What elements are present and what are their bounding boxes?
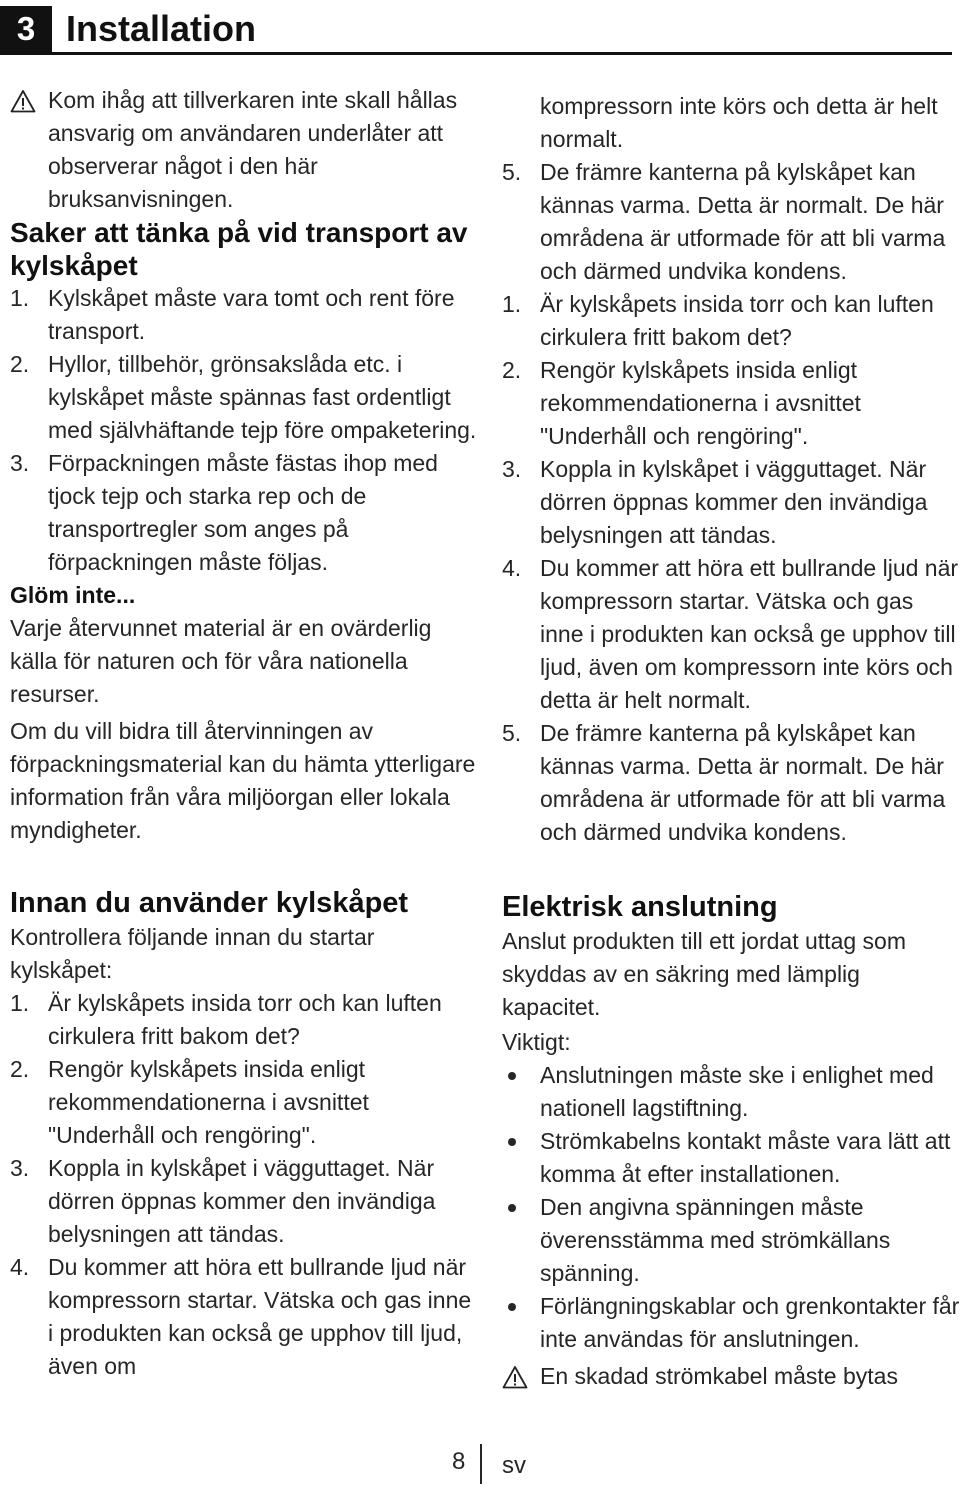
before-use-list: [10, 987, 478, 1383]
list-item: 2. Rengör kylskåpets insida enligt rekommendationerna i avsnittet "Underhåll och rengöring".: [502, 357, 861, 449]
bullet-icon: [508, 1072, 516, 1080]
left-column: [10, 84, 478, 1383]
electric-intro: Anslut produkten till ett jordat uttag som skyddas av en säkring med lämplig kapacitet.: [502, 928, 906, 1020]
manufacturer-warning: [10, 84, 478, 216]
warning-triangle-icon: [10, 89, 36, 113]
list-item: 5. De främre kanterna på kylskåpet kan kännas varma. Detta är normalt. De här områdena är utformade för att bli varma och därmed undvika kondens.: [502, 720, 946, 845]
list-item: Förlängningskablar och grenkontakter får inte användas för anslutningen.: [502, 1290, 960, 1356]
cable-warning: [502, 1360, 960, 1393]
list-item: Den angivna spänningen måste överensstämma med strömkällans spänning.: [502, 1191, 960, 1290]
list-item: 3. Koppla in kylskåpet i vägguttaget. När dörren öppnas kommer den invändiga belysningen att tändas.: [502, 456, 928, 548]
list-item: 1. Är kylskåpets insida torr och kan luften cirkulera fritt bakom det?: [502, 291, 934, 350]
electric-important-label: Viktigt:: [502, 1029, 571, 1055]
footer-divider: [480, 1444, 482, 1484]
list-item: 5. De främre kanterna på kylskåpet kan kännas varma. Detta är normalt. De här områdena är utformade för att bli varma och därmed undvika kondens.: [502, 159, 946, 284]
list-item: 2. Rengör kylskåpets insida enligt rekommendationerna i avsnittet "Underhåll och rengöring".: [10, 1056, 369, 1148]
continuation-text: kompressorn inte körs och detta är helt normalt.: [540, 93, 938, 152]
transport-heading: Saker att tänka på vid transport av kylskåpet: [10, 217, 468, 281]
page-number: 8: [452, 1448, 466, 1475]
language-code: sv: [502, 1452, 526, 1479]
before-use-intro: Kontrollera följande innan du startar kylskåpet:: [10, 924, 375, 983]
before-use-heading: Innan du använder kylskåpet: [10, 887, 409, 919]
list-item: 1. Är kylskåpets insida torr och kan luften cirkulera fritt bakom det?: [10, 990, 442, 1049]
list-item: 2. Hyllor, tillbehör, grönsakslåda etc. i kylskåpet måste spännas fast ordentligt med självhäftande tejp före ompaketering.: [10, 351, 477, 443]
remember-paragraph-2: Om du vill bidra till återvinningen av förpackningsmaterial kan du hämta ytterligare information från våra miljöorgan eller lokala myndigheter.: [10, 718, 476, 843]
chapter-number: 3: [0, 6, 52, 52]
chapter-header: [0, 6, 952, 55]
transport-list: [10, 282, 478, 579]
right-numbered-list: [502, 156, 960, 849]
list-item: 4. Du kommer att höra ett bullrande ljud när kompressorn startar. Vätska och gas inne i produkten kan också ge upphov till ljud, även om kompressorn inte körs och detta är helt normalt.: [502, 555, 959, 713]
warning-triangle-icon: [502, 1365, 528, 1389]
page-footer: [0, 1444, 960, 1484]
remember-paragraph-1: Varje återvunnet material är en ovärderlig källa för naturen och för våra nationella resurser.: [10, 615, 432, 707]
bullet-icon: [508, 1138, 516, 1146]
list-item: 4. Du kommer att höra ett bullrande ljud när kompressorn startar. Vätska och gas inne i produkten kan också ge upphov till ljud, även om: [10, 1254, 472, 1379]
cable-warning-text: En skadad strömkabel måste bytas: [540, 1363, 898, 1389]
right-column: [502, 90, 960, 1393]
list-item: Anslutningen måste ske i enlighet med nationell lagstiftning.: [502, 1059, 960, 1125]
warning-text: Kom ihåg att tillverkaren inte skall hållas ansvarig om användaren underlåter att observerar något i den här bruksanvisningen.: [48, 87, 458, 212]
chapter-title: Installation: [66, 8, 257, 49]
list-item: Strömkabelns kontakt måste vara lätt att komma åt efter installationen.: [502, 1125, 960, 1191]
electric-heading: Elektrisk anslutning: [502, 891, 778, 923]
remember-heading: Glöm inte...: [10, 582, 136, 608]
bullet-icon: [508, 1303, 516, 1311]
bullet-icon: [508, 1204, 516, 1212]
electric-bullets: [502, 1059, 960, 1356]
list-item: 3. Förpackningen måste fästas ihop med tjock tejp och starka rep och de transportregler som anges på förpackningen måste följas.: [10, 450, 438, 575]
list-item: 1. Kylskåpet måste vara tomt och rent före transport.: [10, 285, 455, 344]
list-item: 3. Koppla in kylskåpet i vägguttaget. När dörren öppnas kommer den invändiga belysningen att tändas.: [10, 1155, 436, 1247]
